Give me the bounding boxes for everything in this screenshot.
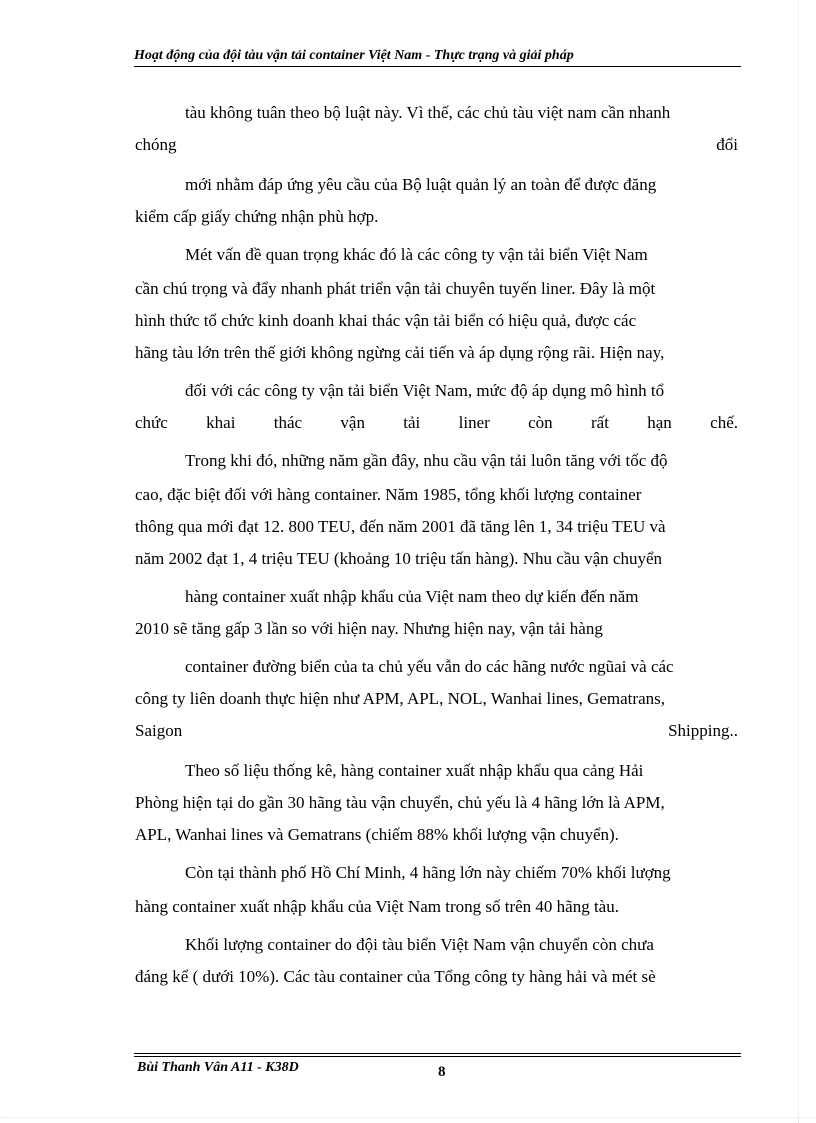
page-header [134, 47, 741, 65]
text-line: cần chú trọng và đẩy nhanh phát triển vận tải chuyên tuyến liner. Đây là một [135, 279, 656, 298]
footer-author: Bùi Thanh Vân A11 - K38D [137, 1060, 299, 1075]
text-line: hàng container xuất nhập khẩu của Việt nam theo dự kiến đến năm [185, 587, 639, 606]
text-fragment: đổi [716, 135, 738, 154]
text-line: Còn tại thành phố Hồ Chí Minh, 4 hãng lớn này chiếm 70% khối lượng [185, 863, 671, 882]
footer-rule [134, 1056, 741, 1057]
text-line: Trong khi đó, những năm gần đây, nhu cầu vận tải luôn tăng với tốc độ [185, 451, 668, 470]
text-line: Khối lượng container do đội tàu biển Việt Nam vận chuyển còn chưa [185, 935, 654, 954]
text-line-split [135, 720, 738, 742]
text-line: chức khai thác vận tải liner còn rất hạn chế. [135, 413, 738, 432]
text-line: 2010 sẽ tăng gấp 3 lần so với hiện nay. Nhưng hiện nay, vận tải hàng [135, 619, 603, 638]
text-fragment: Shipping.. [668, 721, 738, 740]
header-rule [134, 66, 741, 67]
text-line: mới nhằm đáp ứng yêu cầu của Bộ luật quản lý an toàn để được đăng [185, 175, 657, 194]
header-title: Hoạt động của đội tàu vận tải container Việt Nam - Thực trạng và giải pháp [134, 48, 574, 63]
text-line: hàng container xuất nhập khẩu của Việt Nam trong số trên 40 hãng tàu. [135, 897, 619, 916]
text-line: tàu không tuân theo bộ luật này. Vì thế, các chủ tàu việt nam cần nhanh [185, 103, 671, 122]
text-line: cao, đặc biệt đối với hàng container. Năm 1985, tổng khối lượng container [135, 485, 642, 504]
page-edge-guide [0, 1117, 816, 1118]
text-line: đáng kể ( dưới 10%). Các tàu container của Tổng công ty hàng hải và mét sè [135, 967, 656, 986]
page-number: 8 [438, 1064, 446, 1080]
text-line: APL, Wanhai lines và Gematrans (chiếm 88% khối lượng vận chuyển). [135, 825, 619, 844]
text-line: thông qua mới đạt 12. 800 TEU, đến năm 2001 đã tăng lên 1, 34 triệu TEU và [135, 517, 666, 536]
text-line: hãng tàu lớn trên thế giới không ngừng cải tiến và áp dụng rộng rãi. Hiện nay, [135, 343, 665, 362]
page-edge-guide [798, 0, 799, 1123]
text-line: đối với các công ty vận tải biển Việt Nam, mức độ áp dụng mô hình tổ [185, 381, 665, 400]
text-line-split [135, 134, 738, 156]
text-line: container đường biển của ta chủ yếu vẫn do các hãng nước ngũai và các [185, 657, 674, 676]
text-line: Theo số liệu thống kê, hàng container xuất nhập khẩu qua cảng Hải [185, 761, 644, 780]
text-fragment: chóng [135, 135, 177, 154]
text-line: kiểm cấp giấy chứng nhận phù hợp. [135, 207, 379, 226]
text-line: công ty liên doanh thực hiện như APM, APL, NOL, Wanhai lines, Gematrans, [135, 689, 665, 708]
text-line: Mét vấn đề quan trọng khác đó là các công ty vận tải biển Việt Nam [185, 245, 648, 264]
text-line: năm 2002 đạt 1, 4 triệu TEU (khoảng 10 triệu tấn hàng). Nhu cầu vận chuyển [135, 549, 663, 568]
footer-rule [134, 1053, 741, 1054]
text-line: Phòng hiện tại do gần 30 hãng tàu vận chuyển, chủ yếu là 4 hãng lớn là APM, [135, 793, 665, 812]
text-line: hình thức tổ chức kinh doanh khai thác vận tải biển có hiệu quả, được các [135, 311, 637, 330]
text-fragment: Saigon [135, 721, 183, 740]
